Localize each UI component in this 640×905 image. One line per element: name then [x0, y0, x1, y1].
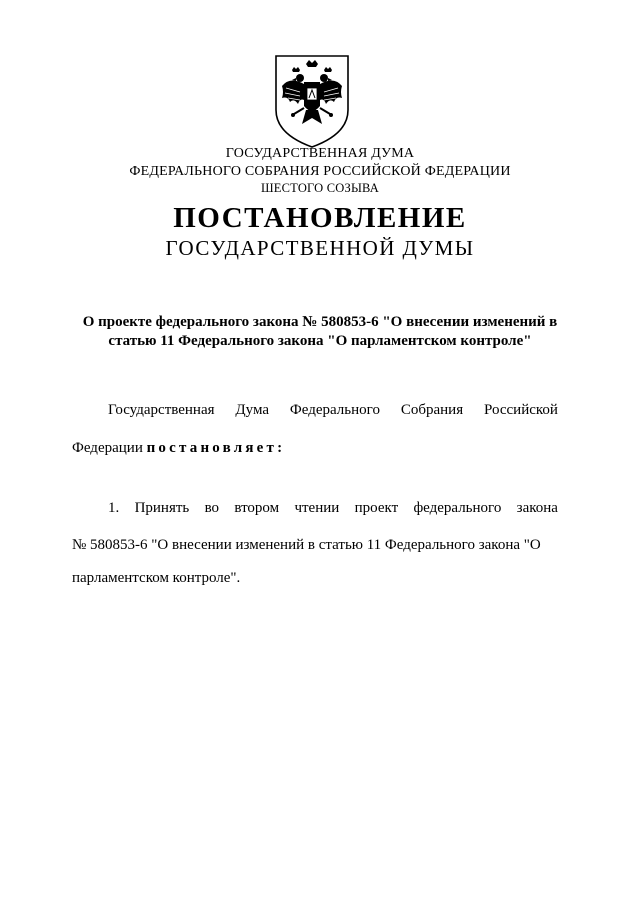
item1-word: во	[204, 500, 220, 516]
preamble-prefix: Федерации	[72, 440, 143, 456]
preamble-word: Федерального	[289, 402, 380, 418]
item1-line-1	[108, 500, 558, 517]
preamble-word: Государственная	[108, 402, 215, 418]
header-line-duma: ГОСУДАРСТВЕННАЯ ДУМА	[225, 146, 415, 161]
preamble-word: Собрания	[400, 402, 464, 418]
item1-line-3: парламентском контроле".	[72, 570, 241, 586]
subject-line-2: статью 11 Федерального закона "О парламентском контроле"	[108, 333, 532, 349]
item1-word: Принять	[134, 500, 190, 516]
preamble-line-1	[108, 402, 558, 419]
item1-word: закона	[516, 500, 558, 516]
document-subtitle: ГОСУДАРСТВЕННОЙ ДУМЫ	[165, 236, 475, 260]
header-line-convocation: ШЕСТОГО СОЗЫВА	[260, 181, 380, 195]
header-line-assembly: ФЕДЕРАЛЬНОГО СОБРАНИЯ РОССИЙСКОЙ ФЕДЕРАЦИИ	[129, 164, 511, 179]
item1-word: 1.	[108, 500, 120, 516]
preamble-word: Российской	[484, 402, 558, 418]
item1-word: федерального	[413, 500, 502, 516]
document-subject	[60, 313, 580, 351]
coat-of-arms-icon	[270, 52, 354, 150]
subject-line-1: О проекте федерального закона № 580853-6 "О внесении изменений в	[82, 314, 558, 330]
document-title: ПОСТАНОВЛЕНИЕ	[173, 202, 467, 234]
item1-word: проект	[354, 500, 399, 516]
preamble-word: Дума	[235, 402, 270, 418]
item1-word: чтении	[294, 500, 340, 516]
preamble-resolves: постановляет:	[146, 440, 286, 456]
preamble-line-2	[72, 440, 558, 457]
item1-word: втором	[234, 500, 280, 516]
item1-line-2: № 580853-6 "О внесении изменений в статью 11 Федерального закона "О	[72, 537, 541, 553]
